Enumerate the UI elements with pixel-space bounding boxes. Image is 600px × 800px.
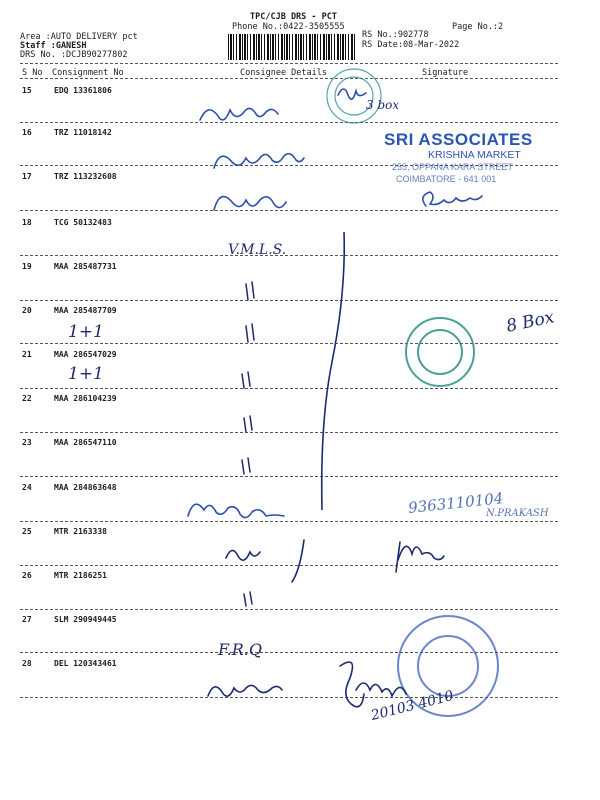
drs-number: DRS No. :DCJB90277802 bbox=[20, 50, 128, 60]
row-consignment: MAA 284863648 bbox=[54, 483, 117, 492]
handwritten-mark-21: 1+1 bbox=[68, 364, 104, 384]
row-consignment: MAA 286547029 bbox=[54, 350, 117, 359]
stamp-sri-line4: COIMBATORE - 641 001 bbox=[396, 174, 497, 184]
handwritten-mark-20: 1+1 bbox=[68, 322, 104, 342]
row-sno: 24 bbox=[22, 483, 32, 492]
handwritten-num-28: 20103 4010 bbox=[369, 688, 456, 724]
row-sno: 15 bbox=[22, 86, 32, 95]
stamp-sri-name: SRI ASSOCIATES bbox=[384, 130, 533, 149]
row-consignment: TRZ 11018142 bbox=[54, 128, 112, 137]
row-consignment: SLM 290949445 bbox=[54, 615, 117, 624]
row-sno: 20 bbox=[22, 306, 32, 315]
row-consignment: MAA 285487709 bbox=[54, 306, 117, 315]
row-consignment: MTR 2163338 bbox=[54, 527, 107, 536]
signature-row-28 bbox=[208, 662, 406, 707]
bracket-line bbox=[322, 232, 345, 510]
handwritten-vmls: V.M.L.S. bbox=[228, 242, 287, 258]
row-sno: 26 bbox=[22, 571, 32, 580]
signature-row-17 bbox=[214, 192, 482, 210]
page-number: Page No.:2 bbox=[452, 22, 504, 32]
signature-row-15 bbox=[200, 89, 366, 120]
area-label: Area :AUTO DELIVERY pct bbox=[20, 32, 138, 42]
row-consignment: TCG 50132483 bbox=[54, 218, 112, 227]
handwritten-name-24: N.PRAKASH bbox=[486, 508, 549, 519]
row-sno: 27 bbox=[22, 615, 32, 624]
handwritten-box-15: 3 box bbox=[366, 98, 400, 112]
col-consignee: Consignee Details bbox=[240, 68, 327, 78]
staff-label: Staff :GANESH bbox=[20, 41, 87, 51]
row-sno: 17 bbox=[22, 172, 32, 181]
row-sno: 18 bbox=[22, 218, 32, 227]
handwritten-phone-24: 9363110104 bbox=[407, 489, 505, 517]
round-stamp-vashi bbox=[406, 318, 474, 386]
stamp-sri-line3: 255, OPPANA KARA STREET bbox=[392, 162, 513, 172]
row-sno: 21 bbox=[22, 350, 32, 359]
row-sno: 22 bbox=[22, 394, 32, 403]
rs-number: RS No.:902778 bbox=[362, 30, 429, 40]
handwritten-frq: F.R.Q bbox=[218, 640, 262, 659]
row-consignment: TRZ 113232608 bbox=[54, 172, 117, 181]
col-sno: S No bbox=[22, 68, 43, 78]
row-sno: 28 bbox=[22, 659, 32, 668]
document-title: TPC/CJB DRS - PCT bbox=[250, 12, 337, 22]
row-consignment: DEL 120343461 bbox=[54, 659, 117, 668]
row-consignment: MAA 285487731 bbox=[54, 262, 117, 271]
row-consignment: MAA 286547110 bbox=[54, 438, 117, 447]
handwritten-box-20: 8 Box bbox=[504, 307, 557, 337]
row-sno: 23 bbox=[22, 438, 32, 447]
row-sno: 19 bbox=[22, 262, 32, 271]
signature-row-24 bbox=[188, 504, 284, 517]
stamp-sri-line2: KRISHNA MARKET bbox=[428, 149, 521, 161]
row-consignment: MAA 286104239 bbox=[54, 394, 117, 403]
row-sno: 16 bbox=[22, 128, 32, 137]
col-signature: Signature bbox=[422, 68, 469, 78]
signature-row-25 bbox=[226, 540, 444, 582]
signature-row-16 bbox=[214, 154, 304, 168]
col-consignment: Consignment No bbox=[52, 68, 124, 78]
phone-number: Phone No.:0422-3505555 bbox=[232, 22, 345, 32]
rs-date: RS Date:08-Mar-2022 bbox=[362, 40, 460, 50]
row-sno: 25 bbox=[22, 527, 32, 536]
row-consignment: MTR 2186251 bbox=[54, 571, 107, 580]
row-consignment: EDQ 13361806 bbox=[54, 86, 112, 95]
